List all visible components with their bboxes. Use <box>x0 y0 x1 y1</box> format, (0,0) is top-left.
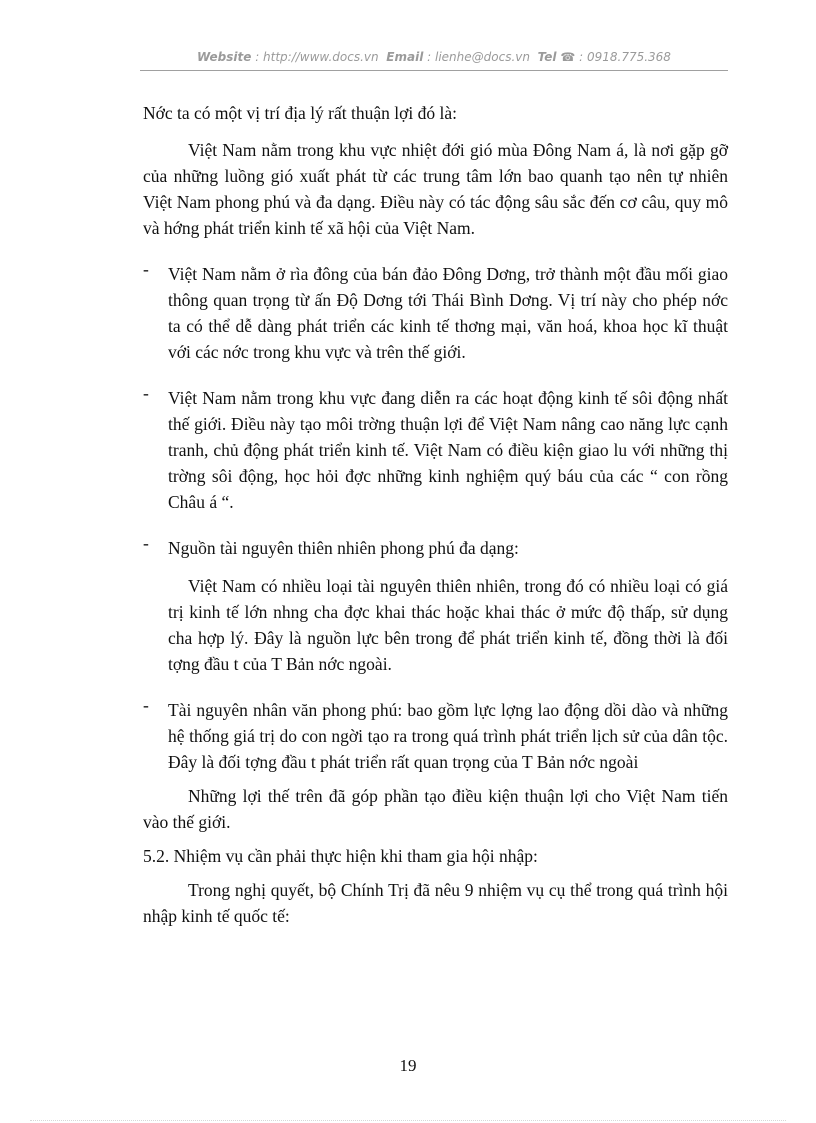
bullet-text: Việt Nam nằm trong khu vực đang diễn ra các hoạt động kinh tế sôi động nhất thế giới. Điều này tạo môi trờng thuận lợi để Việt Nam nâng cao năng lực cạnh tranh, chủ động phát triển kinh tế. Việt Nam có điều kiện giao lu với những thị trờng sôi động, học hỏi đợc những kinh nghiệm quý báu của các “ con rồng Châu á “. <box>168 388 728 512</box>
paragraph-resolution: Trong nghị quyết, bộ Chính Trị đã nêu 9 nhiệm vụ cụ thể trong quá trình hội nhập kinh tế quốc tế: <box>143 880 728 926</box>
tel-value: ☎ : 0918.775.368 <box>560 50 671 64</box>
bullet-marker: - <box>143 533 149 553</box>
website-value: : http://www.docs.vn <box>255 50 379 64</box>
intro-line: Nớc ta có một vị trí địa lý rất thuận lợi đó là: <box>143 103 457 123</box>
bullet-marker: - <box>143 259 149 279</box>
paragraph-advantages: Những lợi thế trên đã góp phần tạo điều kiện thuận lợi cho Việt Nam tiến vào thế giới. <box>143 786 728 832</box>
section-heading: 5.2. Nhiệm vụ cần phải thực hiện khi tham gia hội nhập: <box>143 846 538 866</box>
bullet-item <box>143 385 728 515</box>
bullet-text: Việt Nam nằm ở rìa đông của bán đảo Đông Dơng, trở thành một đầu mối giao thông quan trọng từ ấn Độ Dơng tới Thái Bình Dơng. Vị trí này cho phép nớc ta có thể dễ dàng phát triển các kinh tế thơng mại, văn hoá, khoa học kĩ thuật với các nớc trong khu vực và trên thế giới. <box>168 264 728 362</box>
paragraph-location: Việt Nam nằm trong khu vực nhiệt đới gió mùa Đông Nam á, là nơi gặp gỡ của những luồng gió xuất phát từ các trung tâm lớn bao quanh tạo nên tự nhiên Việt Nam phong phú và đa dạng. Điều này có tác động sâu sắc đến cơ câu, quy mô và hớng phát triển kinh tế xã hội của Việt Nam. <box>143 140 728 238</box>
page-header <box>140 50 728 64</box>
bullet-detail: Việt Nam có nhiều loại tài nguyên thiên nhiên, trong đó có nhiều loại có giá trị kinh tế lớn nhng cha đợc khai thác hoặc khai thác ở mức độ thấp, sử dụng cha hợp lý. Đây là nguồn lực bên trong để phát triển kinh tế, đồng thời là đối tợng đầu t của T Bản nớc ngoài. <box>168 576 728 674</box>
tel-label: Tel <box>537 50 557 64</box>
header-divider <box>140 70 728 71</box>
bullet-item <box>143 261 728 365</box>
bullet-text: Nguồn tài nguyên thiên nhiên phong phú đa dạng: <box>168 538 519 558</box>
bullet-item <box>143 697 728 775</box>
bullet-marker: - <box>143 383 149 403</box>
website-label: Website <box>197 50 252 64</box>
document-body <box>143 100 728 929</box>
page-number: 19 <box>399 1056 417 1075</box>
email-value: : lienhe@docs.vn <box>427 50 530 64</box>
bullet-item <box>143 535 728 561</box>
bullet-text: Tài nguyên nhân văn phong phú: bao gồm lực lợng lao động dồi dào và những hệ thống giá trị do con ngời tạo ra trong quá trình phát triển lịch sử của dân tộc. Đây là đối tợng đầu t phát triển rất quan trọng của T Bản nớc ngoài <box>168 700 728 772</box>
footer-divider <box>30 1120 786 1121</box>
email-label: Email <box>386 50 424 64</box>
bullet-marker: - <box>143 695 149 715</box>
